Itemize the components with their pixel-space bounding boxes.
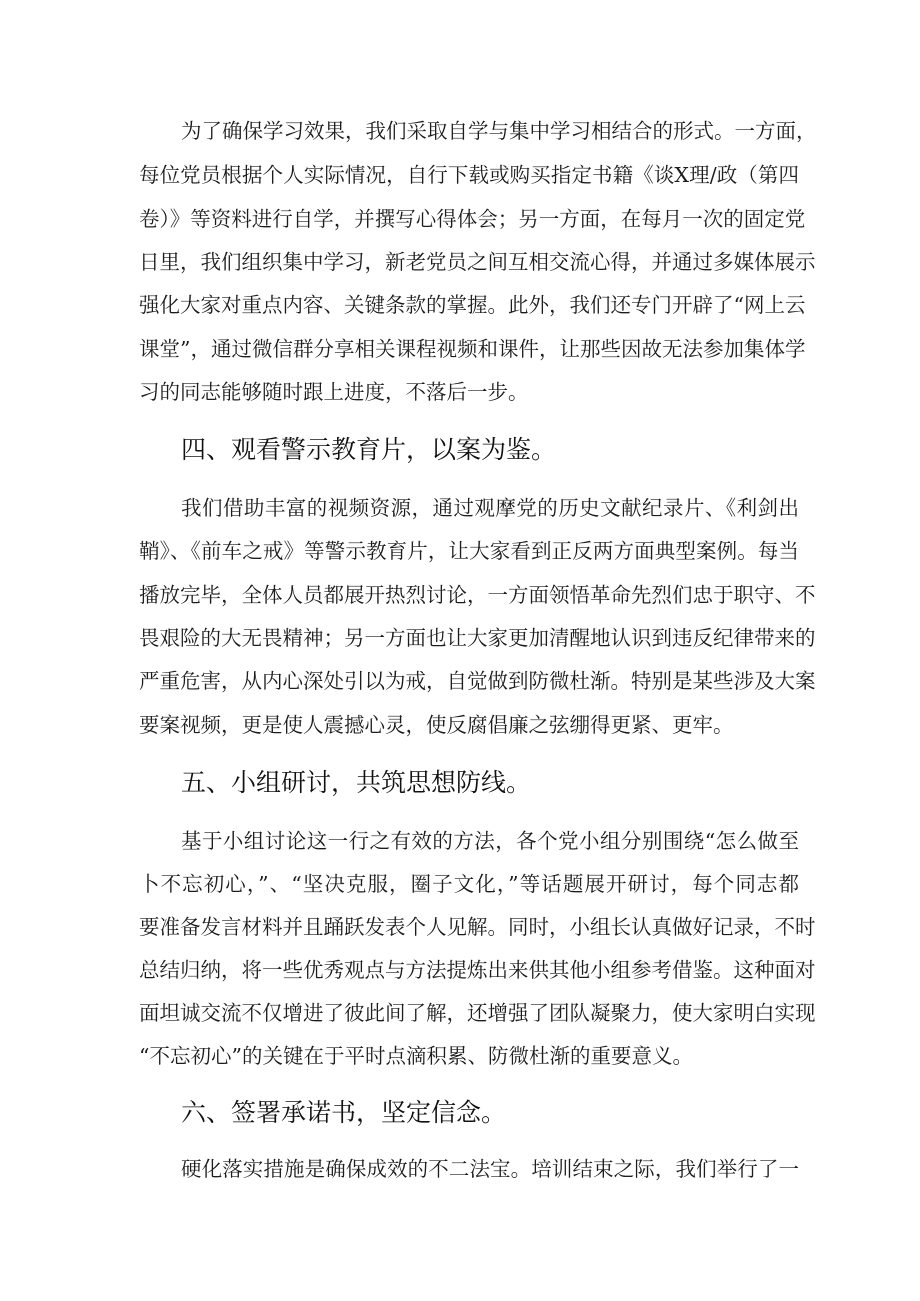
text-line: 为了确保学习效果，我们采取自学与集中学习相结合的形式。一方面，: [181, 119, 817, 143]
text-line: 总结归纳，将一些优秀观点与方法提炼出来供其他小组参考借鉴。这种面对: [139, 958, 816, 982]
text-line: 面坦诚交流不仅增进了彼此间了解，还增强了团队凝聚力，使大家明白实现: [139, 1001, 816, 1025]
text-line: 我们借助丰富的视频资源，通过观摩党的历史文献纪录片、《利剑出: [181, 496, 799, 520]
text-line: 每位党员根据个人实际情况，自行下载或购买指定书籍《谈X理/政（第四: [139, 163, 799, 187]
text-line: 畏艰险的大无畏精神；另一方面也让大家更加清醒地认识到违反纪律带来的: [139, 626, 816, 650]
section-heading-6: 六、签署承诺书，坚定信念。: [181, 1098, 507, 1127]
text-line: 要案视频，更是使人震撼心灵，使反腐倡廉之弦绷得更紧、更牢。: [139, 713, 734, 737]
text-line: 基于小组讨论这一行之有效的方法，各个党小组分别围绕“怎么做至: [181, 829, 799, 853]
text-line: 鞘》、《前车之戒》等警示教育片，让大家看到正反两方面典型案例。每当: [139, 539, 799, 563]
section-heading-4: 四、观看警示教育片，以案为鉴。: [181, 435, 557, 464]
text-line: 课堂”，通过微信群分享相关课程视频和课件，让那些因故无法参加集体学: [139, 337, 806, 361]
text-line: 播放完毕，全体人员都展开热烈讨论，一方面领悟革命先烈们忠于职守、不: [139, 583, 816, 607]
text-line: 要准备发言材料并且踊跃发表个人见解。同时，小组长认真做好记录，不时: [139, 915, 816, 939]
text-line: 习的同志能够随时跟上进度，不落后一步。: [139, 380, 529, 404]
text-line: 严重危害，从内心深处引以为戒，自觉做到防微杜渐。特别是某些涉及大案: [139, 669, 816, 693]
text-line: 日里，我们组织集中学习，新老党员之间互相交流心得，并通过多媒体展示: [139, 250, 816, 274]
text-line: 强化大家对重点内容、关键条款的掌握。此外，我们还专门开辟了“网上云: [139, 293, 806, 317]
text-line: 硬化落实措施是确保成效的不二法宝。培训结束之际，我们举行了一: [181, 1157, 799, 1181]
text-line: 卜不忘初心，”、“坚决克服，圈子文化，”等话题展开研讨，每个同志都: [139, 872, 799, 896]
text-line: 卷）》等资料进行自学，并撰写心得体会；另一方面，在每月一次的固定党: [139, 207, 806, 231]
section-heading-5: 五、小组研讨，共筑思想防线。: [181, 768, 532, 797]
text-line: “不忘初心”的关键在于平时点滴积累、防微杜渐的重要意义。: [139, 1044, 693, 1068]
